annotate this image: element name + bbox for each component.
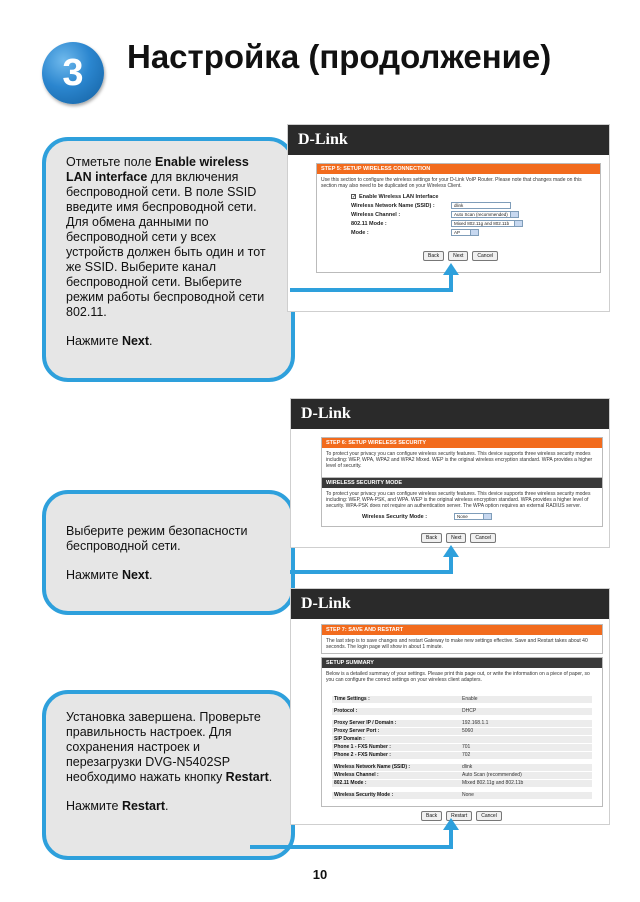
- callout-2-next-pre: Нажмите: [66, 568, 122, 582]
- callout-wireless-connection: [42, 137, 295, 382]
- channel-row: [351, 210, 600, 219]
- callout-2-next-post: .: [149, 568, 153, 582]
- callout-wireless-security: [42, 490, 295, 615]
- callout-3-text: [66, 710, 275, 785]
- summary-value: 701: [462, 744, 471, 750]
- callout-1-text-a: Отметьте поле: [66, 155, 156, 169]
- channel-select[interactable]: Auto Scan (recommended): [451, 211, 519, 218]
- step5-form: [317, 192, 600, 237]
- cancel-button[interactable]: Cancel: [472, 251, 498, 261]
- summary-value: None: [462, 792, 474, 798]
- summary-row-sip-domain: [332, 736, 592, 743]
- summary-value: Enable: [462, 696, 478, 702]
- summary-row-ssid: [332, 764, 592, 771]
- summary-key: Wireless Network Name (SSID) :: [334, 764, 411, 770]
- summary-key: Phone 1 - FXS Number :: [334, 744, 391, 750]
- callout-3-restart-hint: [66, 799, 275, 814]
- security-mode-label: Wireless Security Mode :: [362, 513, 428, 520]
- restart-button[interactable]: Restart: [446, 811, 472, 821]
- setup-summary-panel: [321, 657, 603, 807]
- summary-value: Auto Scan (recommended): [462, 772, 522, 778]
- callout-3-text-a: Установка завершена. Проверьте правильность настроек. Для сохранения настроек и перезагрузки DVG-N5402SP необходимо нажать кнопку: [66, 710, 261, 784]
- summary-value: 702: [462, 752, 471, 758]
- summary-value: 192.168.1.1: [462, 720, 489, 726]
- callout-2-text: Выберите режим безопасности беспроводной сети.: [66, 524, 248, 553]
- mode-row: [351, 219, 600, 228]
- callout-3-restart-pre: Нажмите: [66, 799, 122, 813]
- summary-key: Wireless Channel :: [334, 772, 379, 778]
- step5-buttons: [423, 251, 498, 261]
- dlink-logo: D-Link: [298, 131, 348, 148]
- ap-row: [351, 228, 600, 237]
- arrow-2-horizontal: [290, 570, 453, 574]
- ssid-label: Wireless Network Name (SSID) :: [351, 202, 435, 209]
- callout-3-restart-bold: Restart: [121, 799, 166, 813]
- summary-value: [462, 736, 592, 743]
- security-mode-select[interactable]: None: [454, 513, 492, 520]
- step7-title-bar: STEP 7: SAVE AND RESTART: [322, 625, 602, 635]
- callout-3-text-b: .: [268, 770, 273, 784]
- summary-row-channel: [332, 772, 592, 779]
- page-title: Настройка (продолжение): [127, 38, 552, 75]
- arrow-3-head: [443, 818, 459, 830]
- step6-description: To protect your privacy you can configure wireless security features. This device supports three wireless security modes including: WEP, WPA, WPA2 and WPA2 Mixed. WEP is the original wireless encryption standard. WPA provides a higher level of security.: [326, 451, 593, 469]
- enable-wlan-label: Enable Wireless LAN Interface: [359, 193, 439, 200]
- summary-row-mode: [332, 780, 592, 787]
- callout-1-next-pre: Нажмите: [66, 334, 122, 348]
- enable-wlan-row: [351, 192, 600, 201]
- shot-header: [291, 589, 609, 619]
- step6-title-bar: STEP 6: SETUP WIRELESS SECURITY: [322, 438, 602, 448]
- step5-description: Use this section to configure the wireless settings for your D-Link VoIP Router. Please note that changes made on this section may also need to be duplicated on your Wireless Client.: [321, 177, 582, 189]
- summary-row-protocol: [332, 708, 592, 715]
- mode-select[interactable]: Mixed 802.11g and 802.11b: [451, 220, 523, 227]
- ssid-row: [351, 201, 600, 210]
- ap-select[interactable]: AP: [451, 229, 479, 236]
- summary-value: dlink: [462, 764, 473, 770]
- security-mode-panel: [321, 477, 603, 527]
- next-button[interactable]: Next: [446, 533, 466, 543]
- summary-row-phone1: [332, 744, 592, 751]
- screenshot-step6: [290, 398, 610, 548]
- arrow-1-horizontal: [290, 288, 453, 292]
- summary-key: Protocol :: [334, 708, 358, 714]
- dlink-logo: D-Link: [301, 405, 351, 422]
- cancel-button[interactable]: Cancel: [476, 811, 502, 821]
- enable-wlan-checkbox[interactable]: ✓: [352, 194, 357, 200]
- callout-2-next-bold: Next: [121, 568, 150, 582]
- shot-header: [291, 399, 609, 429]
- callout-3-bold: Restart: [225, 770, 269, 784]
- step7-description: The last step is to save changes and restart Gateway to make new settings effective. Save and Restart takes about 40 seconds. The login page will show in about 1 minute.: [326, 638, 588, 650]
- callout-1-text-b: для включения беспроводной сети. В поле SSID введите имя беспроводной сети. Для обмена данными по беспроводной сети у всех устройств должен быть один и тот же SSID. Выберите канал беспроводной сети. Выберите режим работы беспроводной сети 802.11.: [66, 170, 266, 319]
- step7-panel: [321, 624, 603, 654]
- security-mode-row: [322, 512, 602, 521]
- setup-summary-bar: SETUP SUMMARY: [322, 658, 602, 668]
- step6-panel: [321, 437, 603, 479]
- summary-key: Phone 2 - FXS Number :: [334, 752, 391, 758]
- summary-row-time: [332, 696, 592, 703]
- summary-key: 802.11 Mode :: [334, 780, 367, 786]
- summary-key: Wireless Security Mode :: [334, 792, 394, 798]
- summary-key: SIP Domain :: [334, 736, 365, 742]
- ssid-input[interactable]: dlink: [451, 202, 511, 209]
- ap-label: Mode :: [351, 229, 369, 236]
- summary-row-security: [332, 792, 592, 799]
- step-number-badge: 3: [42, 42, 104, 104]
- callout-3-restart-post: .: [165, 799, 169, 813]
- summary-key: Time Settings :: [334, 696, 370, 702]
- security-mode-bar: WIRELESS SECURITY MODE: [322, 478, 602, 488]
- page-number: 10: [312, 867, 328, 882]
- security-mode-description: To protect your privacy you can configure wireless security features. This device supports three wireless security modes including: WEP, WPA-PSK, and WPA. WEP is the original wireless encryption standard. WPA provides a higher level of security. WPA-PSK does not require an authentication server. The WPA option requires an external RADIUS server.: [326, 491, 591, 509]
- back-button[interactable]: Back: [421, 811, 442, 821]
- callout-1-text: [66, 155, 275, 320]
- callout-1-next-bold: Next: [121, 334, 150, 348]
- next-button[interactable]: Next: [448, 251, 468, 261]
- channel-label: Wireless Channel :: [351, 211, 401, 218]
- screenshot-step7: [290, 588, 610, 825]
- summary-value: Mixed 802.11g and 802.11b: [462, 780, 524, 786]
- summary-row-proxy-ip: [332, 720, 592, 727]
- step7-buttons: [421, 811, 502, 821]
- summary-row-proxy-port: [332, 728, 592, 735]
- back-button[interactable]: Back: [423, 251, 444, 261]
- step6-buttons: [421, 533, 496, 543]
- cancel-button[interactable]: Cancel: [470, 533, 496, 543]
- callout-1-next-hint: [66, 334, 275, 349]
- callout-save-restart: [42, 690, 295, 860]
- setup-summary-description: Below is a detailed summary of your settings. Please print this page out, or write the information on a piece of paper, so you can configure the correct settings on your wireless client adapters.: [326, 671, 590, 683]
- summary-key: Proxy Server IP / Domain :: [334, 720, 397, 726]
- summary-row-phone2: [332, 752, 592, 759]
- mode-label: 802.11 Mode :: [351, 220, 387, 227]
- summary-value: 5060: [462, 728, 474, 734]
- arrow-1-head: [443, 263, 459, 275]
- summary-table: [332, 696, 592, 800]
- summary-key: Proxy Server Port :: [334, 728, 380, 734]
- dlink-logo: D-Link: [301, 595, 351, 612]
- step5-title-bar: STEP 5: SETUP WIRELESS CONNECTION: [317, 164, 600, 174]
- shot-header: [288, 125, 609, 155]
- summary-value: DHCP: [462, 708, 477, 714]
- callout-1-bold: Enable wireless LAN interface: [66, 155, 249, 184]
- callout-2-next-hint: [66, 568, 275, 583]
- arrow-3-horizontal: [250, 845, 453, 849]
- callout-1-next-post: .: [149, 334, 153, 348]
- back-button[interactable]: Back: [421, 533, 442, 543]
- arrow-2-head: [443, 545, 459, 557]
